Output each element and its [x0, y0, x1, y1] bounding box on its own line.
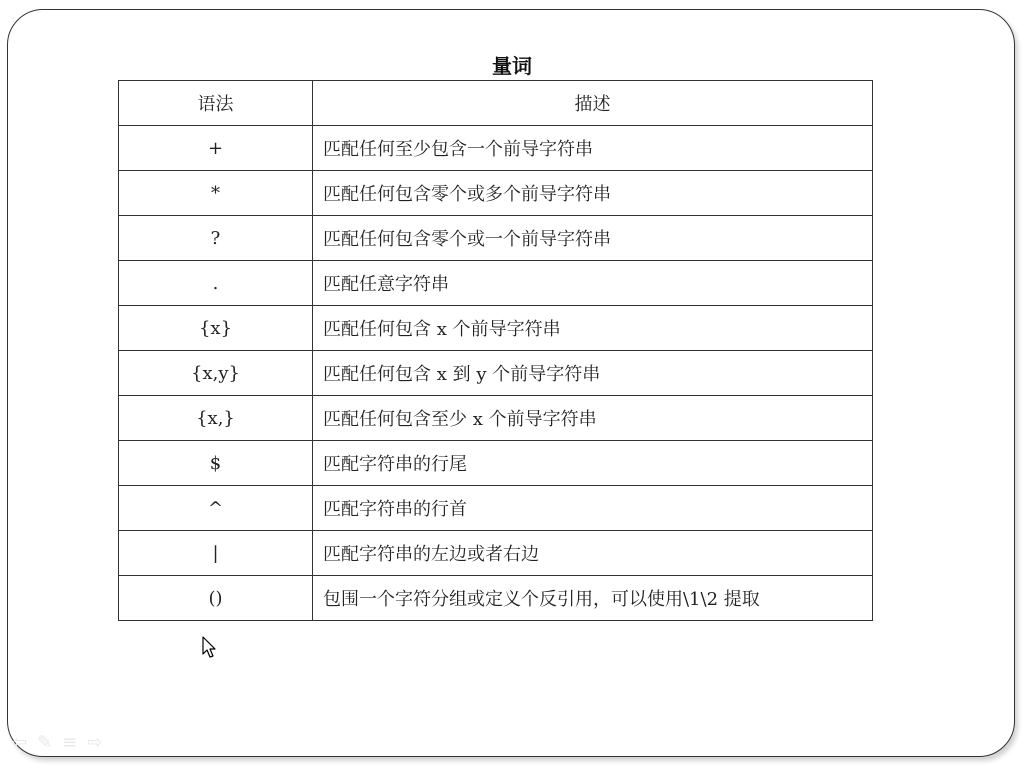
- syntax-cell: $: [119, 441, 313, 486]
- description-cell: 匹配任何包含零个或一个前导字符串: [313, 216, 873, 261]
- syntax-cell: |: [119, 531, 313, 576]
- description-cell: 匹配任意字符串: [313, 261, 873, 306]
- table-header-row: [119, 81, 873, 126]
- description-cell: 匹配字符串的行尾: [313, 441, 873, 486]
- description-cell: 匹配字符串的左边或者右边: [313, 531, 873, 576]
- table-row: [119, 351, 873, 396]
- table-row: [119, 441, 873, 486]
- table-row: [119, 126, 873, 171]
- table-row: [119, 171, 873, 216]
- syntax-cell: {x,y}: [119, 351, 313, 396]
- description-cell: 包围一个字符分组或定义个反引用，可以使用\1\2 提取: [313, 576, 873, 621]
- table-row: [119, 261, 873, 306]
- syntax-cell: +: [119, 126, 313, 171]
- description-cell: 匹配任何至少包含一个前导字符串: [313, 126, 873, 171]
- description-cell: 匹配字符串的行首: [313, 486, 873, 531]
- syntax-cell: (): [119, 576, 313, 621]
- header-description: 描述: [313, 81, 873, 126]
- next-slide-icon[interactable]: ⇨: [87, 732, 103, 753]
- description-cell: 匹配任何包含至少 x 个前导字符串: [313, 396, 873, 441]
- quantifier-table: [118, 80, 873, 621]
- pen-icon[interactable]: ✎: [37, 732, 53, 753]
- table-row: [119, 306, 873, 351]
- description-cell: 匹配任何包含 x 个前导字符串: [313, 306, 873, 351]
- slideshow-controls: [12, 732, 102, 753]
- table-row: [119, 396, 873, 441]
- header-syntax: 语法: [119, 81, 313, 126]
- mouse-cursor-icon: [202, 636, 218, 660]
- syntax-cell: {x,}: [119, 396, 313, 441]
- syntax-cell: ^: [119, 486, 313, 531]
- description-cell: 匹配任何包含零个或多个前导字符串: [313, 171, 873, 216]
- slide-title: 量词: [492, 54, 532, 78]
- syntax-cell: .: [119, 261, 313, 306]
- syntax-cell: {x}: [119, 306, 313, 351]
- syntax-cell: ?: [119, 216, 313, 261]
- table-row: [119, 576, 873, 621]
- menu-icon[interactable]: ≡: [62, 732, 78, 753]
- table-row: [119, 216, 873, 261]
- table-row: [119, 486, 873, 531]
- table-row: [119, 531, 873, 576]
- syntax-cell: *: [119, 171, 313, 216]
- description-cell: 匹配任何包含 x 到 y 个前导字符串: [313, 351, 873, 396]
- previous-slide-icon[interactable]: ⇦: [12, 732, 28, 753]
